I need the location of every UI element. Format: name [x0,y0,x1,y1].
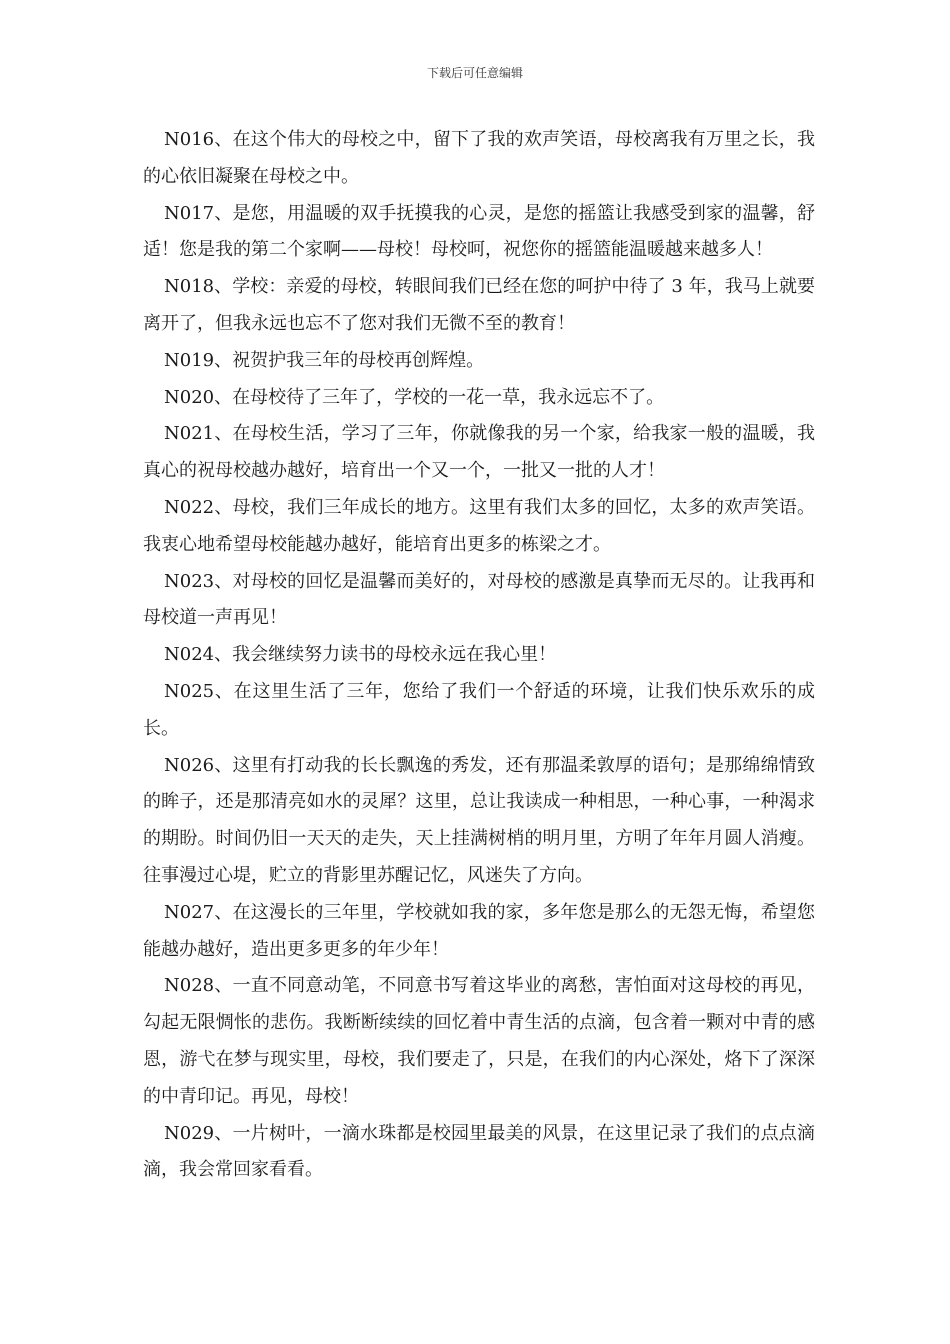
paragraph-n027: N027、在这漫长的三年里，学校就如我的家，多年您是那么的无怨无悔，希望您能越办越好，造出更多更多的年少年！ [143,901,815,960]
paragraph-n017: N017、是您，用温暖的双手抚摸我的心灵，是您的摇篮让我感受到家的温馨，舒适！您是我的第二个家啊——母校！母校呵，祝您你的摇篮能温暖越来越多人！ [143,202,815,261]
paragraph-n021: N021、在母校生活，学习了三年，你就像我的另一个家，给我家一般的温暖，我真心的祝母校越办越好，培育出一个又一个，一批又一批的人才！ [143,423,815,482]
paragraph-n020: N020、在母校待了三年了，学校的一花一草，我永远忘不了。 [164,386,665,408]
paragraph-n029: N029、一片树叶，一滴水珠都是校园里最美的风景，在这里记录了我们的点点滴滴，我会常回家看看。 [143,1122,815,1181]
paragraph-n022: N022、母校，我们三年成长的地方。这里有我们太多的回忆，太多的欢声笑语。我衷心地希望母校能越办越好，能培育出更多的栋梁之才。 [143,496,815,555]
paragraph-n016: N016、在这个伟大的母校之中，留下了我的欢声笑语，母校离我有万里之长，我的心依旧凝聚在母校之中。 [143,129,815,187]
paragraph-n025: N025、在这里生活了三年，您给了我们一个舒适的环境，让我们快乐欢乐的成长。 [143,680,815,739]
paragraph-n018: N018、学校：亲爱的母校，转眼间我们已经在您的呵护中待了 3 年，我马上就要离开了，但我永远也忘不了您对我们无微不至的教育！ [143,276,815,334]
document-body [143,122,815,1189]
paragraph-n024: N024、我会继续努力读书的母校永远在我心里！ [164,644,557,666]
paragraph-n028: N028、一直不同意动笔，不同意书写着这毕业的离愁，害怕面对这母校的再见，勾起无限惆怅的悲伤。我断断续续的回忆着中青生活的点滴，包含着一颗对中青的感恩，游弋在梦与现实里，母校，我们要走了，只是，在我们的内心深处，烙下了深深的中青印记。再见，母校！ [143,975,815,1107]
paragraph-n023: N023、对母校的回忆是温馨而美好的，对母校的感激是真挚而无尽的。让我再和母校道一声再见！ [143,570,815,629]
page-header: 下载后可任意编辑 [426,66,523,80]
paragraph-n026: N026、这里有打动我的长长飘逸的秀发，还有那温柔敦厚的语句；是那绵绵情致的眸子，还是那清亮如水的灵犀？这里，总让我读成一种相思，一种心事，一种渴求的期盼。时间仍旧一天天的走失，天上挂满树梢的明月里，方明了年年月圆人消瘦。往事漫过心堤，贮立的背影里苏醒记忆，风迷失了方向。 [143,754,815,886]
paragraph-n019: N019、祝贺护我三年的母校再创辉煌。 [164,349,485,371]
